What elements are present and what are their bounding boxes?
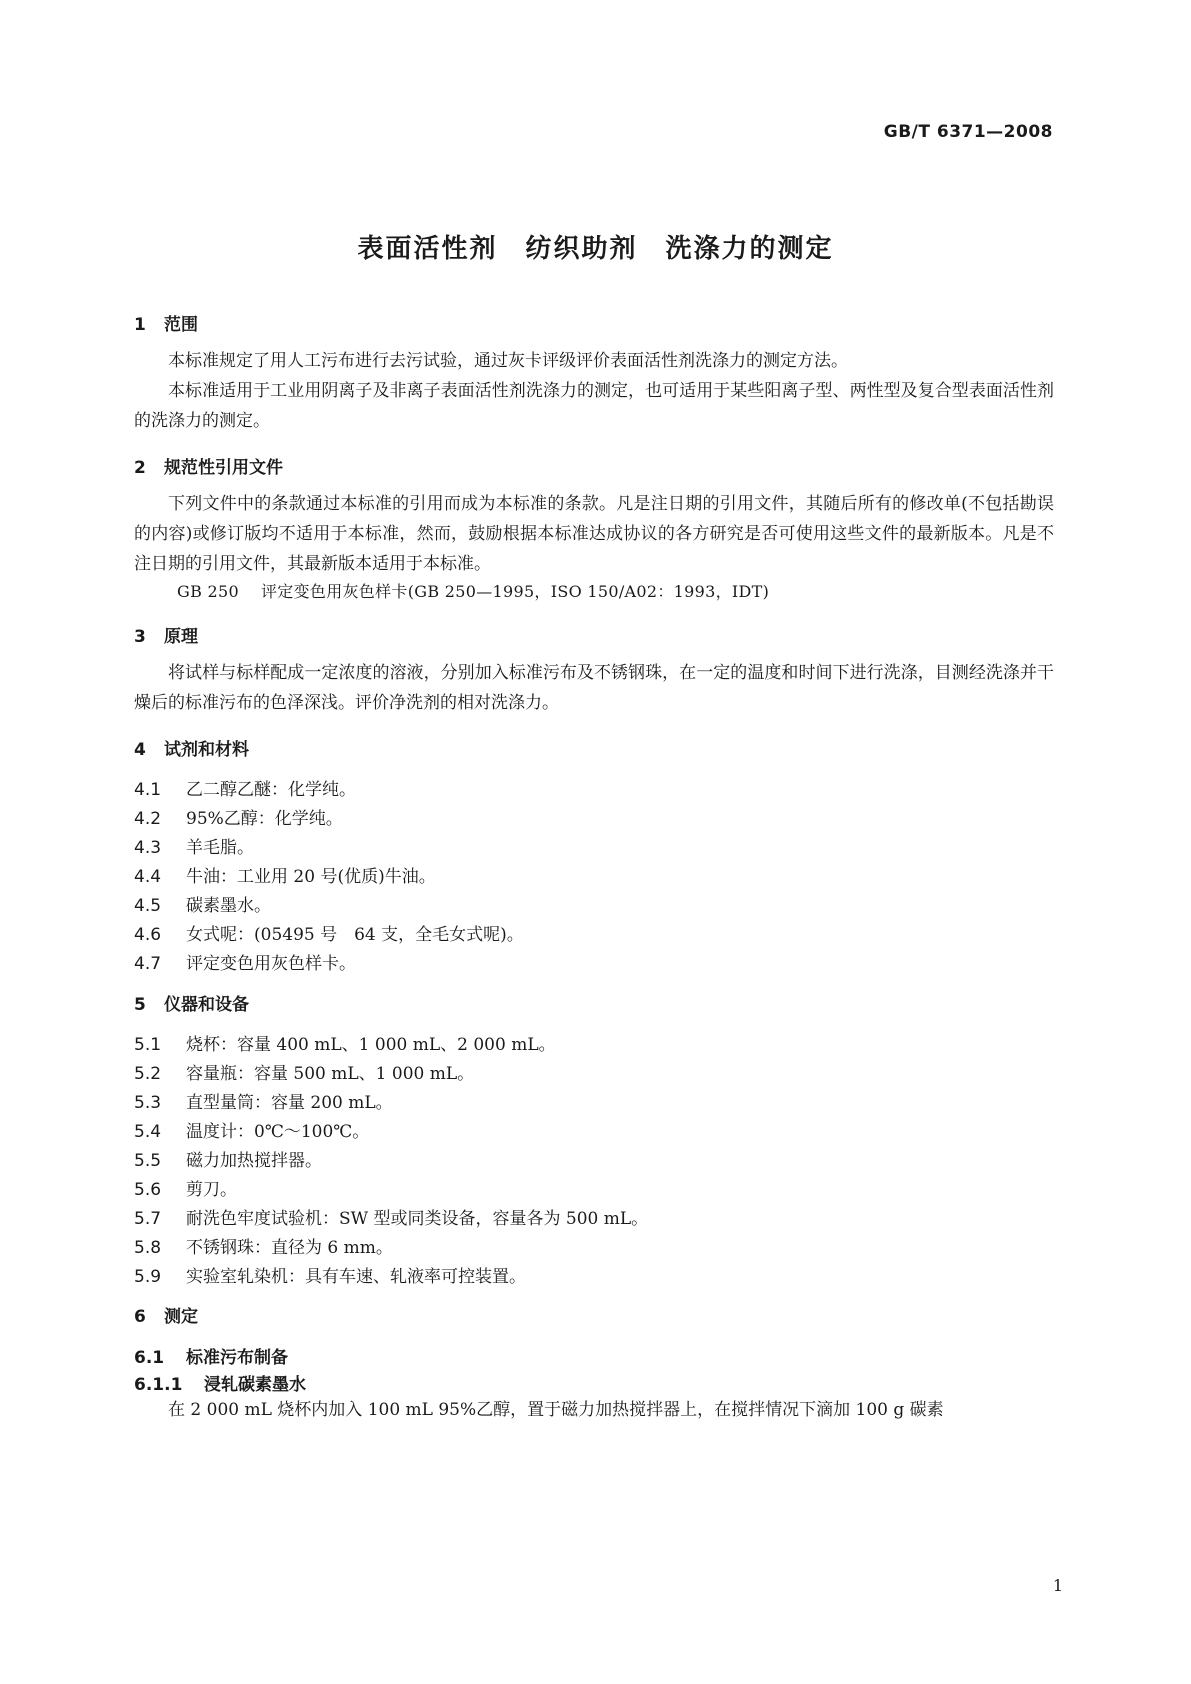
item-text: 碳素墨水。 — [186, 896, 271, 916]
list-item — [134, 920, 524, 945]
item-text: 羊毛脂。 — [186, 838, 254, 858]
list-item — [134, 1204, 648, 1229]
item-text: 剪刀。 — [186, 1180, 237, 1200]
item-number: 4.7 — [134, 954, 162, 974]
section-title: 规范性引用文件 — [164, 458, 283, 478]
item-number: 5.7 — [134, 1209, 162, 1229]
section-number: 4 — [134, 740, 146, 760]
item-text: 牛油：工业用 20 号(优质)牛油。 — [186, 867, 436, 887]
item-text: 磁力加热搅拌器。 — [186, 1151, 322, 1171]
section-6-paragraph-1: 在 2 000 mL 烧杯内加入 100 mL 95%乙醇，置于磁力加热搅拌器上，在搅拌情况下滴加 100 g 碳素 — [168, 1400, 944, 1420]
section-title: 范围 — [164, 315, 198, 335]
list-item — [134, 1146, 322, 1171]
standard-number: GB/T 6371—2008 — [883, 122, 1053, 142]
section-5-heading — [134, 990, 249, 1015]
item-text: 评定变色用灰色样卡。 — [186, 954, 356, 974]
section-1-paragraph-1: 本标准规定了用人工污布进行去污试验，通过灰卡评级评价表面活性剂洗涤力的测定方法。 — [168, 351, 848, 371]
section-title: 仪器和设备 — [164, 995, 249, 1015]
list-item — [134, 1175, 237, 1200]
page-number: 1 — [1052, 1576, 1063, 1595]
item-text: 女式呢：(05495 号 64 支，全毛女式呢)。 — [186, 925, 524, 945]
list-item — [134, 1233, 393, 1258]
list-item — [134, 833, 254, 858]
item-text: 95%乙醇：化学纯。 — [186, 809, 343, 829]
item-text: 乙二醇乙醚：化学纯。 — [186, 780, 356, 800]
list-item — [134, 1262, 526, 1287]
title-part-2: 纺织助剂 — [525, 234, 638, 264]
item-number: 4.1 — [134, 780, 162, 800]
item-number: 4.3 — [134, 838, 162, 858]
document-title — [0, 228, 1191, 265]
section-title: 试剂和材料 — [164, 740, 249, 760]
item-text: 温度计：0℃～100℃。 — [186, 1122, 370, 1142]
list-item — [134, 804, 343, 829]
section-title: 原理 — [164, 627, 198, 647]
item-number: 5.8 — [134, 1238, 162, 1258]
list-item — [134, 1117, 369, 1142]
item-text: 耐洗色牢度试验机：SW 型或同类设备，容量各为 500 mL。 — [186, 1209, 649, 1229]
section-title: 测定 — [164, 1307, 198, 1327]
section-number: 1 — [134, 315, 146, 335]
subsection-title: 标准污布制备 — [186, 1348, 288, 1368]
item-text: 烧杯：容量 400 mL、1 000 mL、2 000 mL。 — [186, 1035, 556, 1055]
section-number: 5 — [134, 995, 146, 1015]
item-number: 5.9 — [134, 1267, 162, 1287]
subsection-6-1-1-heading — [134, 1370, 306, 1395]
section-number: 6 — [134, 1307, 146, 1327]
item-number: 4.4 — [134, 867, 162, 887]
title-part-3: 洗涤力的测定 — [665, 234, 834, 264]
item-text: 不锈钢珠：直径为 6 mm。 — [186, 1238, 393, 1258]
list-item — [134, 1030, 556, 1055]
item-number: 5.3 — [134, 1093, 162, 1113]
section-4-heading — [134, 735, 249, 760]
list-item — [134, 1059, 474, 1084]
item-number: 5.1 — [134, 1035, 162, 1055]
reference-text: 评定变色用灰色样卡(GB 250—1995，ISO 150/A02：1993，IDT) — [261, 582, 770, 601]
normative-reference — [177, 579, 769, 602]
reference-code: GB 250 — [177, 582, 239, 601]
section-number: 3 — [134, 627, 146, 647]
item-text: 直型量筒：容量 200 mL。 — [186, 1093, 393, 1113]
list-item — [134, 1088, 393, 1113]
subsection-number: 6.1.1 — [134, 1375, 183, 1395]
subsection-number: 6.1 — [134, 1348, 165, 1368]
section-3-heading — [134, 622, 198, 647]
item-number: 4.6 — [134, 925, 162, 945]
section-number: 2 — [134, 458, 146, 478]
subsection-title: 浸轧碳素墨水 — [204, 1375, 306, 1395]
subsection-6-1-heading — [134, 1343, 288, 1368]
item-number: 4.2 — [134, 809, 162, 829]
title-part-1: 表面活性剂 — [357, 234, 498, 264]
section-6-heading — [134, 1302, 198, 1327]
list-item — [134, 949, 356, 974]
section-2-heading — [134, 453, 283, 478]
item-number: 5.4 — [134, 1122, 162, 1142]
item-number: 5.6 — [134, 1180, 162, 1200]
item-number: 5.2 — [134, 1064, 162, 1084]
item-number: 4.5 — [134, 896, 162, 916]
section-2-paragraph-1: 下列文件中的条款通过本标准的引用而成为本标准的条款。凡是注日期的引用文件，其随后所有的修改单(不包括勘误的内容)或修订版均不适用于本标准，然而，鼓励根据本标准达成协议的各方研究是否可使用这些文件的最新版本。凡是不注日期的引用文件，其最新版本适用于本标准。 — [134, 494, 1054, 574]
list-item — [134, 891, 271, 916]
section-1-heading — [134, 310, 198, 335]
section-1-paragraph-2: 本标准适用于工业用阴离子及非离子表面活性剂洗涤力的测定，也可适用于某些阳离子型、两性型及复合型表面活性剂的洗涤力的测定。 — [134, 381, 1054, 431]
item-text: 容量瓶：容量 500 mL、1 000 mL。 — [186, 1064, 475, 1084]
item-number: 5.5 — [134, 1151, 162, 1171]
section-3-paragraph-1: 将试样与标样配成一定浓度的溶液，分别加入标准污布及不锈钢珠，在一定的温度和时间下进行洗涤，目测经洗涤并干燥后的标准污布的色泽深浅。评价净洗剂的相对洗涤力。 — [134, 663, 1054, 713]
item-text: 实验室轧染机：具有车速、轧液率可控装置。 — [186, 1267, 526, 1287]
list-item — [134, 775, 356, 800]
list-item — [134, 862, 436, 887]
